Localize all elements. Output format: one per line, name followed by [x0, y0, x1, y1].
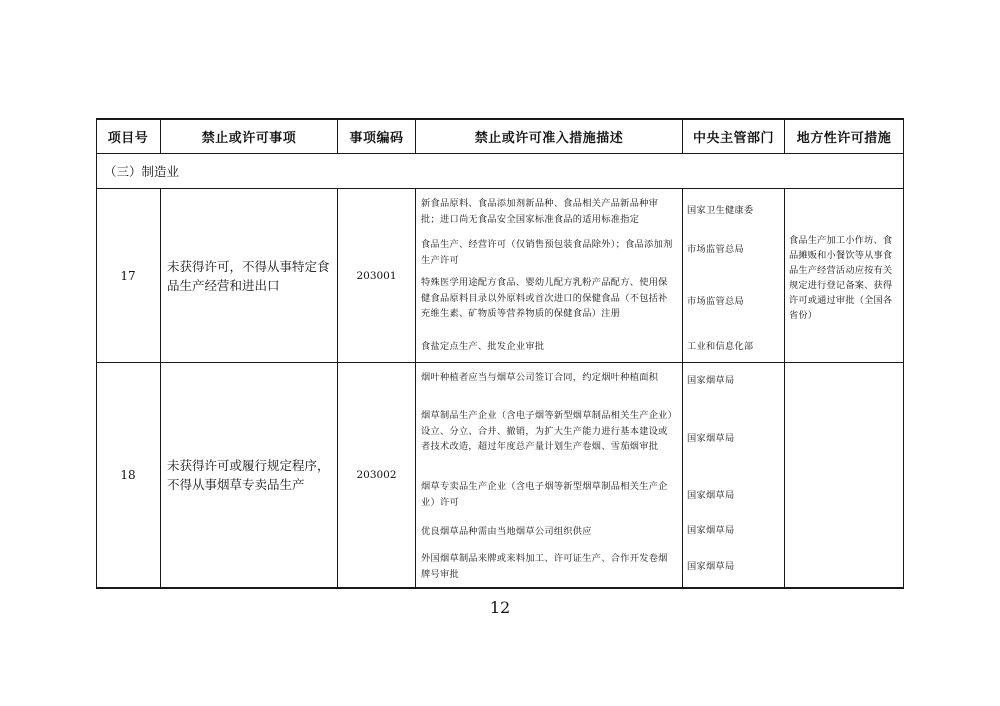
row-18-measure-4: 优良烟草品种需由当地烟草公司组织供应	[421, 526, 592, 537]
row-18-department-2: 国家烟草局	[687, 433, 735, 444]
row-18-department-3: 国家烟草局	[687, 490, 735, 501]
row-18-item-text: 未获得许可或履行规定程序，不得从事烟草专卖品生产	[167, 458, 330, 492]
row-18-number: 18	[120, 468, 136, 482]
header-central-department: 中央主管部门	[692, 130, 774, 146]
row-17-measure-4: 食盐定点生产、批发企业审批	[421, 341, 545, 352]
row-18-item	[161, 363, 337, 587]
row-17-department-1: 国家卫生健康委	[687, 205, 754, 216]
page-number: 12	[489, 598, 511, 617]
header-item-number: 项目号	[107, 130, 149, 146]
header-measure-description: 禁止或许可准入措施描述	[474, 130, 624, 146]
row-17-item	[161, 189, 337, 362]
header-item-code: 事项编码	[349, 130, 404, 146]
row-17-code: 203001	[356, 269, 397, 282]
row-17-number: 17	[120, 268, 136, 283]
row-18-department-1: 国家烟草局	[687, 375, 735, 386]
row-17-department-4: 工业和信息化部	[687, 341, 754, 352]
row-17-measure-3: 特殊医学用途配方食品、婴幼儿配方乳粉产品配方、使用保健食品原料目录以外原料或首次进口的保健食品（不包括补充维生素、矿物质等营养物质的保健食品）注册	[421, 277, 668, 319]
table-right-border	[903, 118, 904, 589]
row-17-department-3: 市场监管总局	[687, 296, 744, 307]
row-17-measure-1: 新食品原料、食品添加剂新品种、食品相关产品新品种审批；进口尚无食品安全国家标准食品的适用标准指定	[421, 198, 659, 225]
row-17-local-measure: 食品生产加工小作坊、食品摊贩和小餐饮等从事食品生产经营活动应按有关规定进行登记备案、获得许可或通过审批（全国各省份）	[789, 235, 893, 321]
col-divider	[784, 188, 785, 589]
row-18-department-4: 国家烟草局	[687, 525, 735, 536]
table-bottom-border	[96, 587, 904, 589]
row-18-measure-2: 烟草制品生产企业（含电子烟等新型烟草制品相关生产企业）设立、分立、合并、撤销，为扩大生产能力进行基本建设或者技术改造，超过年度总产量计划生产卷烟、雪茄烟审批	[421, 410, 673, 452]
row-17-department-2: 市场监管总局	[687, 244, 744, 255]
row-18-code: 203002	[356, 469, 397, 481]
row-18-department-5: 国家烟草局	[687, 561, 735, 572]
row-17-item-text: 未获得许可，不得从事特定食品生产经营和进出口	[167, 258, 330, 293]
row-17-measure-2: 食品生产、经营许可（仅销售预包装食品除外）；食品添加剂生产许可	[421, 239, 673, 266]
row-18-measure-5: 外国烟草制品来牌或来料加工、许可证生产、合作开发卷烟牌号审批	[421, 553, 668, 580]
col-divider	[682, 188, 683, 589]
header-item-name: 禁止或许可事项	[201, 130, 297, 146]
regulation-table	[96, 118, 904, 589]
section-title: （三）制造业	[104, 164, 180, 179]
col-divider	[415, 188, 416, 589]
row-18-measure-1: 烟叶种植者应当与烟草公司签订合同，约定烟叶种植面积	[421, 372, 659, 383]
row-18-measure-3: 烟草专卖品生产企业（含电子烟等新型烟草制品相关生产企业）许可	[421, 481, 668, 508]
header-local-measures: 地方性许可措施	[796, 130, 892, 146]
